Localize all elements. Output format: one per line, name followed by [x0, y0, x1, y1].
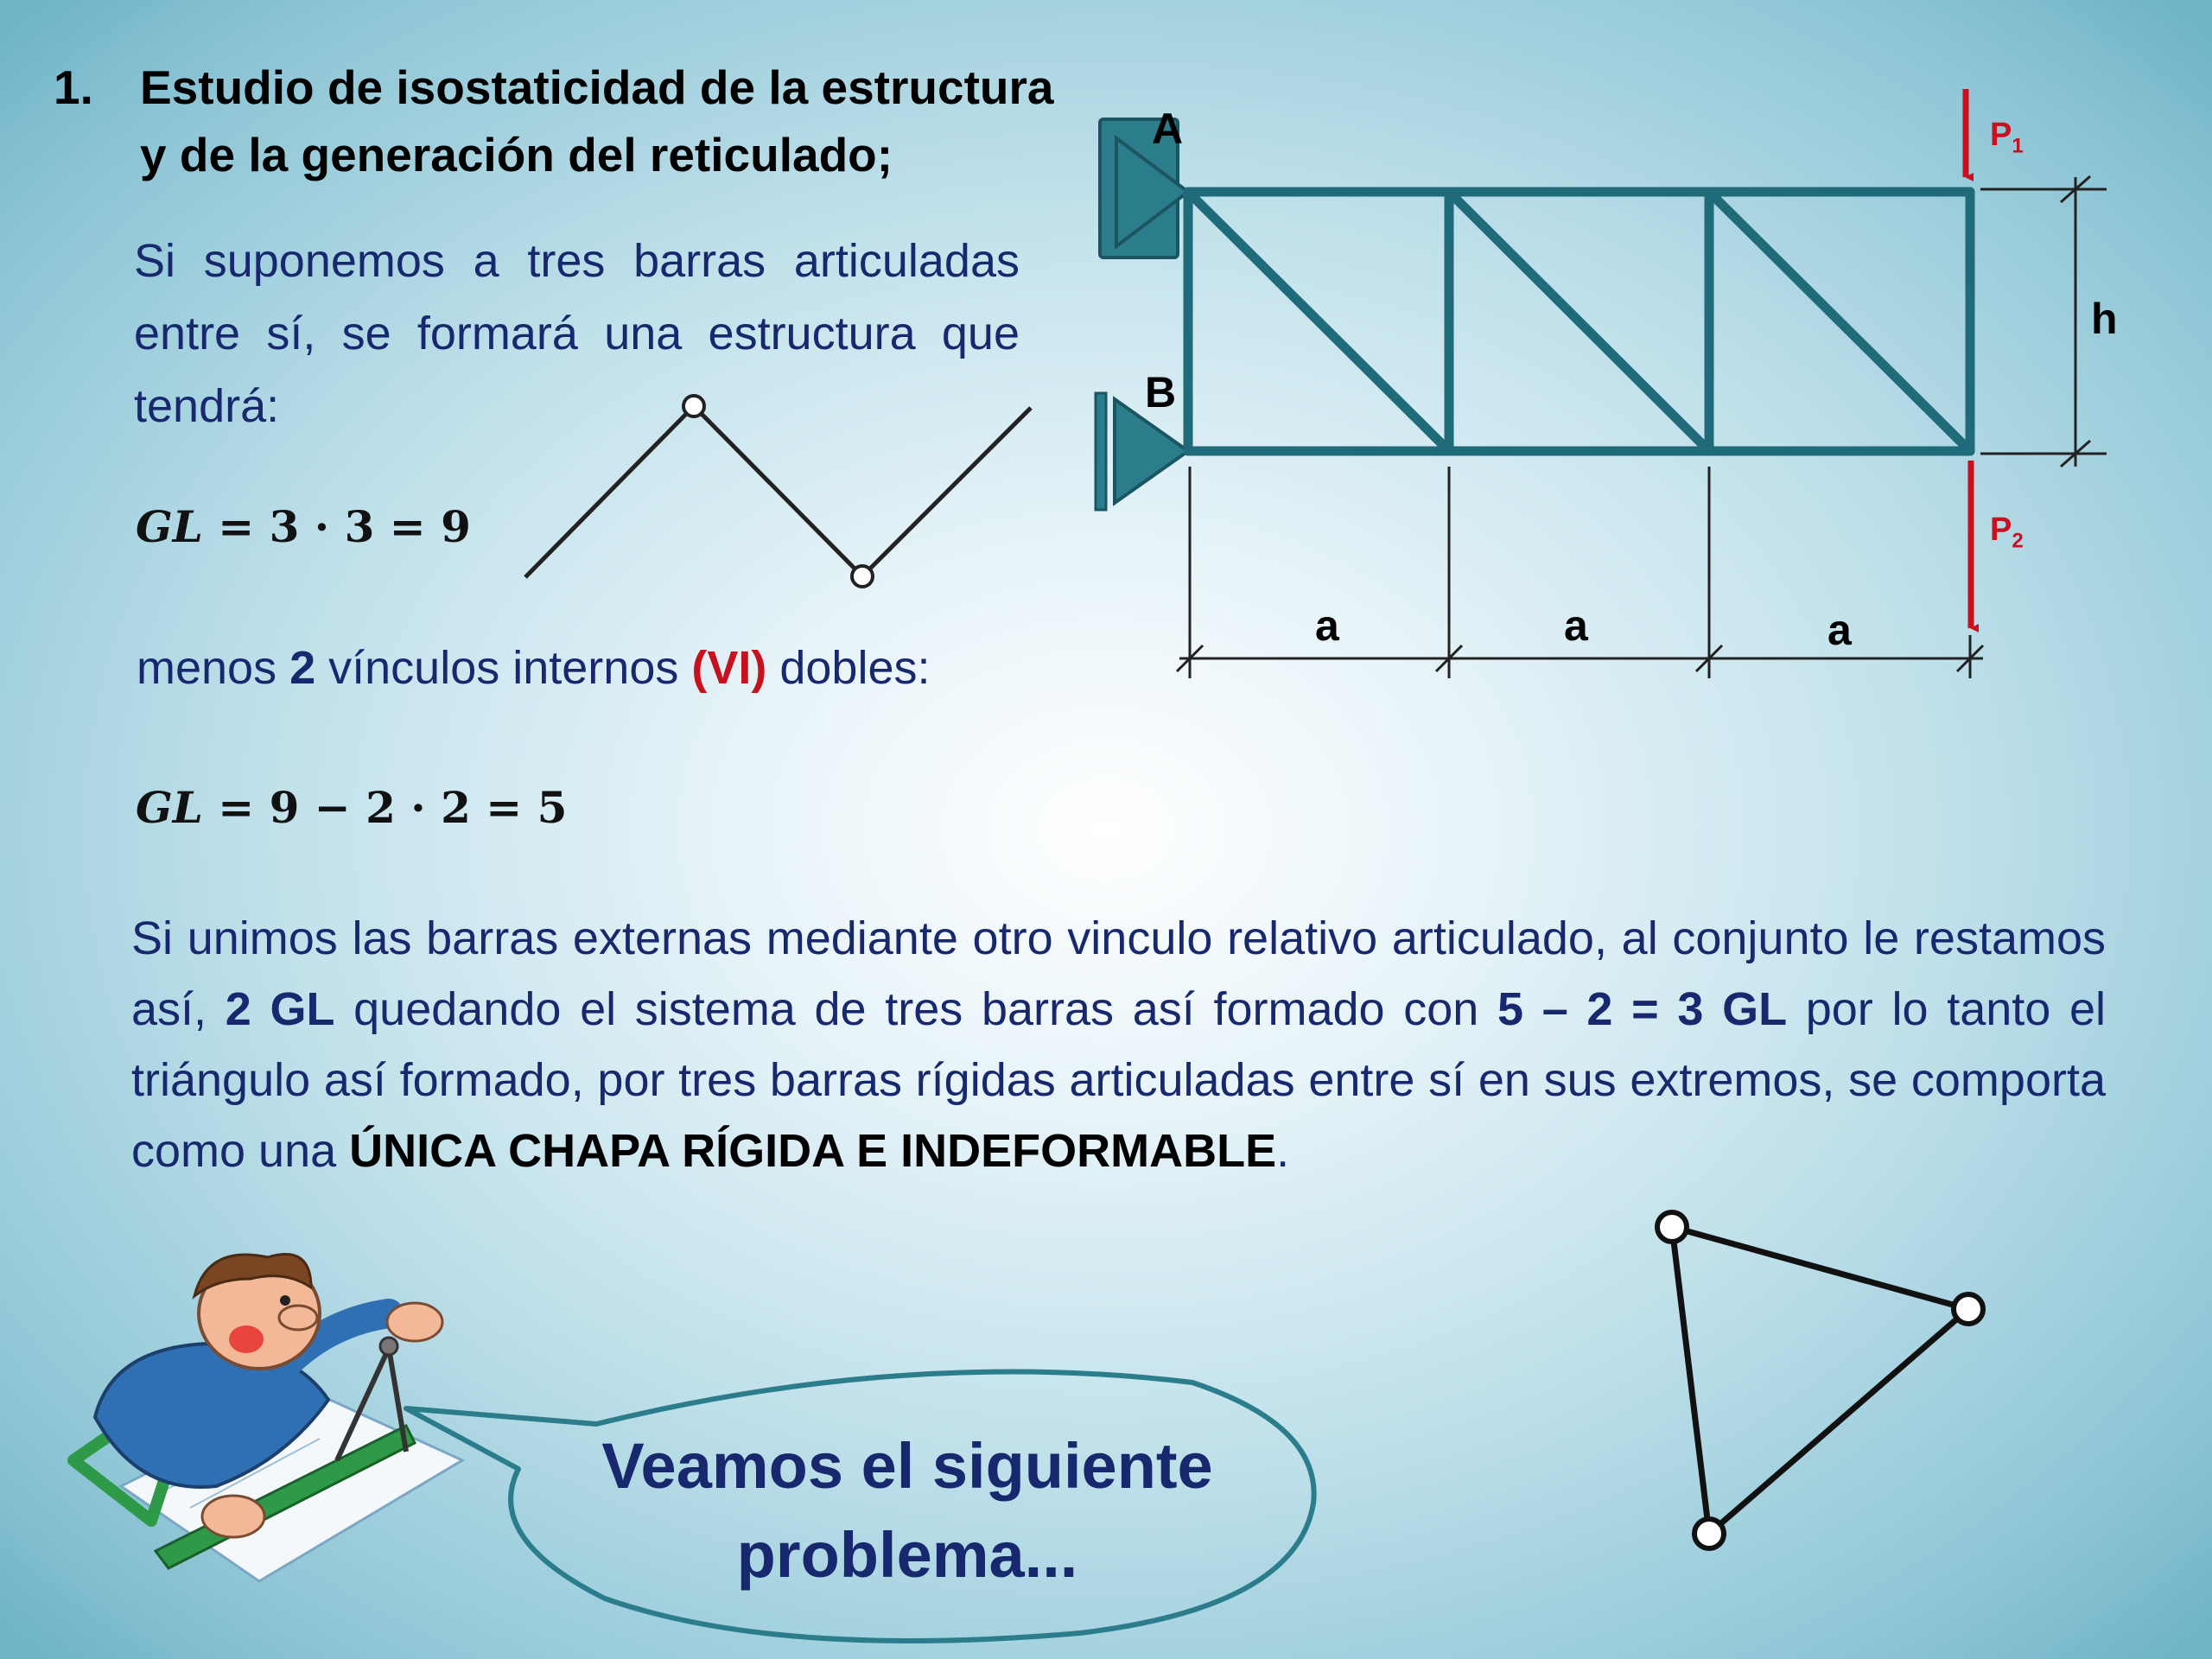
formula-variable: GL — [136, 501, 203, 552]
title-number: 1. — [54, 60, 93, 114]
menos-middle: vínculos internos — [315, 642, 692, 694]
para2-text-1: Si unimos las barras externas mediante otro vinculo relativo articulado, al conjunto le restamos así, — [131, 912, 2106, 1035]
formula-variable: GL — [136, 782, 203, 833]
para2-bold-3: ÚNICA CHAPA RÍGIDA E INDEFORMABLE — [349, 1125, 1277, 1177]
engineer-illustration — [73, 1255, 462, 1581]
title-line-2: y de la generación del reticulado; — [140, 128, 893, 181]
formula-expression: = 3 · 3 = 9 — [202, 501, 471, 552]
height-label: h — [2091, 295, 2118, 343]
para2-bold-1: 2 GL — [225, 983, 335, 1035]
para2-text-3: por lo tanto el triángulo así formado, por tres barras rígidas articuladas entre sí en sus extremos, se comporta como una — [131, 983, 2107, 1177]
load-label-p2 — [1990, 512, 2024, 554]
height-dimension — [1980, 176, 2107, 467]
triangle-node-bottom — [1694, 1519, 1724, 1548]
support-b-label: B — [1145, 368, 1177, 416]
truss-diagram — [1096, 89, 2107, 678]
formula-expression: = 9 − 2 · 2 = 5 — [202, 782, 568, 833]
speech-bubble-text — [536, 1421, 1279, 1599]
span-label-1: a — [1315, 601, 1339, 650]
hinge-node-bottom — [852, 566, 873, 587]
menos-prefix: menos — [137, 642, 290, 694]
rigid-triangle-diagram — [1657, 1212, 1983, 1548]
load-label-p1 — [1990, 117, 2024, 159]
para2-bold-2: 5 – 2 = 3 GL — [1497, 983, 1788, 1035]
triangle-node-top — [1657, 1212, 1687, 1242]
menos-number: 2 — [289, 642, 316, 694]
load-p2-letter: P — [1990, 512, 2012, 548]
hinge-node-top — [683, 396, 704, 416]
span-label-2: a — [1564, 601, 1588, 650]
load-p1-letter: P — [1990, 117, 2012, 153]
vi-label: (VI) — [691, 642, 767, 694]
intro-paragraph: Si suponemos a tres barras articuladas entre sí, se formará una estructura que tendrá: — [134, 235, 1020, 432]
menos-suffix: dobles: — [766, 642, 931, 694]
load-p2-subscript: 2 — [2012, 529, 2024, 553]
span-label-3: a — [1827, 606, 1852, 654]
bubble-line-1: Veamos el siguiente — [601, 1430, 1213, 1502]
para2-text-2: quedando el sistema de tres barras así formado con — [334, 983, 1497, 1035]
bubble-line-2: problema... — [736, 1519, 1078, 1591]
three-bar-chain-diagram — [525, 396, 1031, 587]
title-line-1: Estudio de isostaticidad de la estructura — [140, 60, 1054, 114]
support-a-label: A — [1152, 105, 1184, 153]
triangle-node-right — [1954, 1294, 1983, 1324]
para2-text-4: . — [1276, 1125, 1290, 1177]
load-p1-subscript: 1 — [2012, 134, 2024, 158]
truss-members — [1188, 192, 1970, 451]
